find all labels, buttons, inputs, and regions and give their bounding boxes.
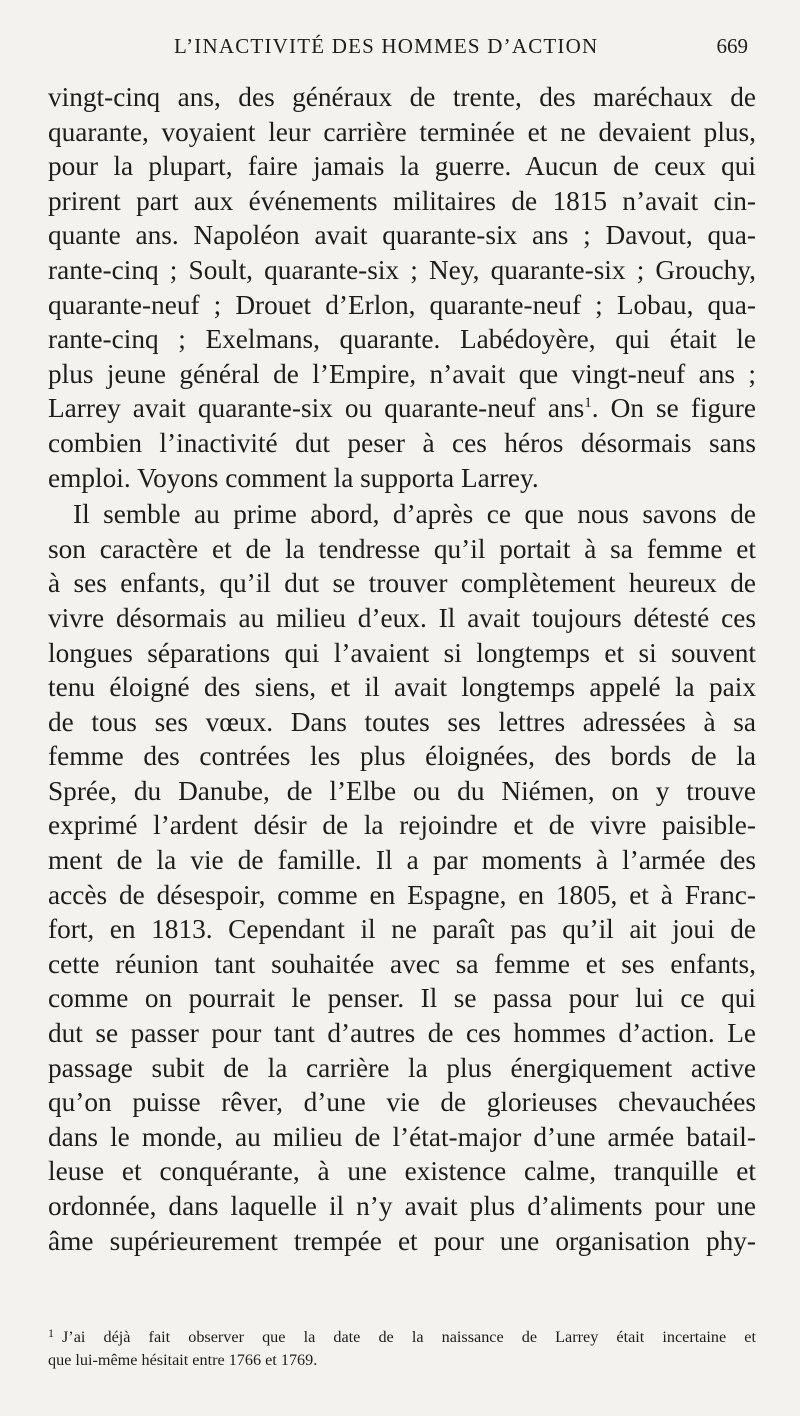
text-line: quante ans. Napoléon avait quarante-six ans ; Davout, qua- <box>48 220 756 251</box>
text-line: vivre désormais au milieu d’eux. Il avait toujours détesté ces <box>48 602 756 633</box>
text-line: rante-cinq ; Exelmans, quarante. Labédoyère, qui était le <box>48 324 756 355</box>
text-line: cette réunion tant souhaitée avec sa femme et ses enfants, <box>48 948 756 979</box>
text-line: Il semble au prime abord, d’après ce que nous savons de <box>73 499 756 530</box>
text-line: ment de la vie de famille. Il a par moments à l’armée des <box>48 845 756 876</box>
text-line: quarante, voyaient leur carrière terminée et ne devaient plus, <box>48 116 756 147</box>
text-line: plus jeune général de l’Empire, n’avait que vingt-neuf ans ; <box>48 358 756 389</box>
text-line: rante-cinq ; Soult, quarante-six ; Ney, quarante-six ; Grouchy, <box>48 254 756 285</box>
page-header <box>48 30 756 64</box>
footnotes <box>48 1326 756 1372</box>
text-line: dans le monde, au milieu de l’état-major d’une armée batail- <box>48 1121 756 1152</box>
footnote-reference: 1 <box>584 395 592 412</box>
text-line: combien l’inactivité dut peser à ces héros désormais sans <box>48 427 756 458</box>
footnote-line: que lui-même hésitait entre 1766 et 1769. <box>48 1351 318 1369</box>
text-line: passage subit de la carrière la plus énergiquement active <box>48 1052 756 1083</box>
text-line-with-footnote <box>48 391 756 426</box>
text-line: dut se passer pour tant d’autres de ces hommes d’action. Le <box>48 1018 756 1049</box>
text-line: accès de désespoir, comme en Espagne, en 1805, et à Franc- <box>48 879 756 910</box>
text-line: leuse et conquérante, à une existence calme, tranquille et <box>48 1156 756 1187</box>
text-line: longues séparations qui l’avaient si longtemps et si souvent <box>48 637 756 668</box>
text-line: comme on pourrait le penser. Il se passa pour lui ce qui <box>48 983 756 1014</box>
footnote-text: J’ai déjà fait observer que la date de la naissance de Larrey était incertaine et <box>62 1328 756 1346</box>
paragraph-1 <box>48 80 756 495</box>
footnote-number: 1 <box>48 1326 54 1340</box>
footnote-line <box>48 1326 756 1349</box>
text-line: qu’on puisse rêver, d’une vie de glorieuses chevauchées <box>48 1087 756 1118</box>
text-line: de tous ses vœux. Dans toutes ses lettres adressées à sa <box>48 706 756 737</box>
text-line: à ses enfants, qu’il dut se trouver complètement heureux de <box>48 568 756 599</box>
text-line: pour la plupart, faire jamais la guerre. Aucun de ceux qui <box>48 151 756 182</box>
paragraph-2 <box>48 497 756 1258</box>
text-line: vingt-cinq ans, des généraux de trente, des maréchaux de <box>48 82 756 112</box>
text-fragment: Larrey avait quarante-six ou quarante-neuf ans <box>48 393 585 424</box>
text-line: femme des contrées les plus éloignées, des bords de la <box>48 741 756 772</box>
text-fragment: . On se figure <box>591 393 757 424</box>
text-line: Sprée, du Danube, de l’Elbe ou du Niémen, on y trouve <box>48 775 756 806</box>
text-line: emploi. Voyons comment la supporta Larrey. <box>48 462 539 493</box>
text-line: fort, en 1813. Cependant il ne paraît pas qu’il ait joui de <box>48 914 756 945</box>
text-line: tenu éloigné des siens, et il avait longtemps appelé la paix <box>48 672 756 703</box>
text-line: ordonnée, dans laquelle il n’y avait plus d’aliments pour une <box>48 1191 756 1221</box>
running-title: L’INACTIVITÉ DES HOMMES D’ACTION <box>174 34 599 58</box>
text-line: exprimé l’ardent désir de la rejoindre et de vivre paisible- <box>48 810 756 841</box>
text-line: quarante-neuf ; Drouet d’Erlon, quarante-neuf ; Lobau, qua- <box>48 289 756 320</box>
text-line: âme supérieurement trempée et pour une organisation phy- <box>48 1225 756 1256</box>
text-line: prirent part aux événements militaires de 1815 n’avait cin- <box>48 185 756 216</box>
main-text <box>48 80 756 1258</box>
text-line: son caractère et de la tendresse qu’il portait à sa femme et <box>48 533 756 564</box>
page-number: 669 <box>716 34 748 58</box>
